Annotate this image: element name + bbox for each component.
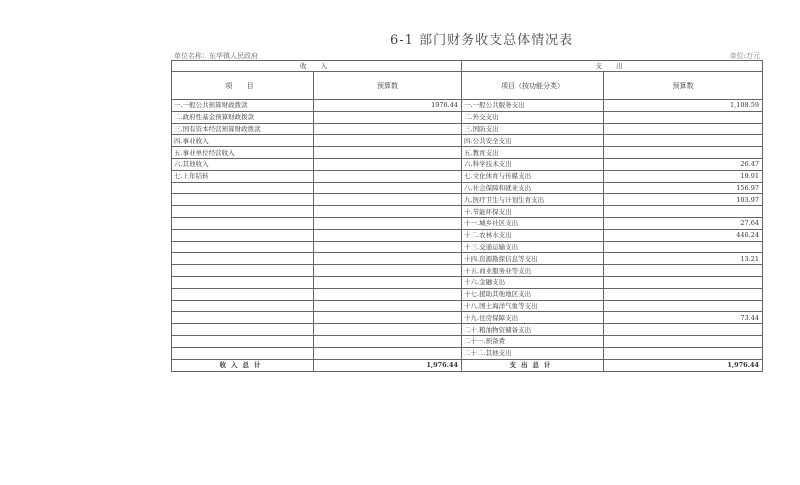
expense-budget-header: 预算数	[604, 72, 763, 100]
income-item-cell	[172, 300, 314, 312]
table-row	[172, 265, 763, 277]
table-row	[172, 335, 763, 347]
expense-item-cell: 十八.国土海洋气象等支出	[462, 300, 604, 312]
income-item-header: 项 目	[172, 72, 314, 100]
income-item-cell: 四.事业收入	[172, 135, 314, 147]
expense-item-cell: 十二.农林水支出	[462, 229, 604, 241]
total-row	[172, 359, 763, 371]
table-row	[172, 123, 763, 135]
income-item-cell: 六.其他收入	[172, 158, 314, 170]
income-budget-cell	[314, 300, 462, 312]
expense-budget-cell	[604, 300, 763, 312]
income-budget-cell	[314, 265, 462, 277]
expense-item-cell: 一.一般公共服务支出	[462, 100, 604, 112]
table-row	[172, 147, 763, 159]
table-row	[172, 182, 763, 194]
table-row	[172, 111, 763, 123]
income-total-label: 收入总计	[172, 359, 314, 371]
income-total-value: 1,976.44	[314, 359, 462, 371]
expense-item-cell: 二.外交支出	[462, 111, 604, 123]
table-row	[172, 312, 763, 324]
expense-item-cell: 二十.粮油物资储备支出	[462, 324, 604, 336]
expense-budget-cell	[604, 276, 763, 288]
table-row	[172, 288, 763, 300]
expense-budget-cell: 13.21	[604, 253, 763, 265]
expense-budget-cell: 103.97	[604, 194, 763, 206]
expense-item-cell: 五.教育支出	[462, 147, 604, 159]
income-item-cell	[172, 194, 314, 206]
expense-item-cell: 九.医疗卫生与计划生育支出	[462, 194, 604, 206]
expense-budget-cell: 1,108.59	[604, 100, 763, 112]
finance-table	[171, 60, 763, 372]
page-title: 6-1 部门财务收支总体情况表	[390, 33, 574, 48]
expense-item-cell: 十三.交通运输支出	[462, 241, 604, 253]
table-row	[172, 217, 763, 229]
income-item-cell	[172, 265, 314, 277]
income-budget-header: 预算数	[314, 72, 462, 100]
income-item-cell: 五.事业单位经营收入	[172, 147, 314, 159]
expense-item-cell: 十四.资源勘探信息等支出	[462, 253, 604, 265]
income-item-cell	[172, 288, 314, 300]
expense-item-cell: 三.国防支出	[462, 123, 604, 135]
expense-budget-cell	[604, 288, 763, 300]
expense-budget-cell	[604, 206, 763, 218]
expense-item-cell: 十一.城乡社区支出	[462, 217, 604, 229]
expense-budget-cell	[604, 241, 763, 253]
income-budget-cell	[314, 276, 462, 288]
income-item-cell: 三.国有资本经营预算财政拨款	[172, 123, 314, 135]
income-budget-cell	[314, 194, 462, 206]
income-item-cell: 二.政府性基金预算财政拨款	[172, 111, 314, 123]
expense-budget-cell: 27.64	[604, 217, 763, 229]
unit-name: 单位名称：东华镇人民政府	[174, 52, 258, 60]
expense-item-cell: 十六.金融支出	[462, 276, 604, 288]
income-item-cell: 一.一般公共预算财政拨款	[172, 100, 314, 112]
expense-item-cell: 二十一.预备费	[462, 335, 604, 347]
expense-budget-cell	[604, 135, 763, 147]
income-item-cell	[172, 347, 314, 359]
income-item-cell	[172, 276, 314, 288]
income-budget-cell	[314, 170, 462, 182]
expense-item-cell: 二十二.其他支出	[462, 347, 604, 359]
table-row	[172, 170, 763, 182]
expense-budget-cell: 446.24	[604, 229, 763, 241]
expense-total-value: 1,976.44	[604, 359, 763, 371]
income-item-cell	[172, 217, 314, 229]
income-budget-cell: 1976.44	[314, 100, 462, 112]
income-budget-cell	[314, 147, 462, 159]
income-item-cell	[172, 241, 314, 253]
expense-item-header: 项目（按功能分类）	[462, 72, 604, 100]
income-budget-cell	[314, 347, 462, 359]
expense-item-cell: 十九.住房保障支出	[462, 312, 604, 324]
table-row	[172, 241, 763, 253]
income-budget-cell	[314, 182, 462, 194]
income-budget-cell	[314, 253, 462, 265]
expense-item-cell: 十五.商业服务业等支出	[462, 265, 604, 277]
expense-budget-cell	[604, 347, 763, 359]
table-row	[172, 276, 763, 288]
column-header-row	[172, 72, 763, 100]
expense-budget-cell	[604, 147, 763, 159]
expense-budget-cell	[604, 265, 763, 277]
expense-budget-cell	[604, 324, 763, 336]
table-row	[172, 206, 763, 218]
expense-budget-cell: 156.97	[604, 182, 763, 194]
income-budget-cell	[314, 135, 462, 147]
income-budget-cell	[314, 217, 462, 229]
income-budget-cell	[314, 111, 462, 123]
income-item-cell: 七.上年结转	[172, 170, 314, 182]
expense-budget-cell	[604, 335, 763, 347]
table-row	[172, 347, 763, 359]
table-row	[172, 194, 763, 206]
table-row	[172, 229, 763, 241]
income-budget-cell	[314, 312, 462, 324]
expense-item-cell: 七.文化体育与传媒支出	[462, 170, 604, 182]
income-budget-cell	[314, 324, 462, 336]
table-row	[172, 253, 763, 265]
expense-total-label: 支出总计	[462, 359, 604, 371]
expense-budget-cell: 19.91	[604, 170, 763, 182]
currency-unit: 单位:万元	[729, 52, 760, 60]
expense-item-cell: 十.节能环保支出	[462, 206, 604, 218]
expense-section-header: 支 出	[462, 61, 763, 72]
income-section-header: 收 入	[172, 61, 462, 72]
income-item-cell	[172, 182, 314, 194]
income-budget-cell	[314, 288, 462, 300]
income-item-cell	[172, 312, 314, 324]
income-item-cell	[172, 324, 314, 336]
income-budget-cell	[314, 206, 462, 218]
income-item-cell	[172, 335, 314, 347]
expense-budget-cell: 26.47	[604, 158, 763, 170]
income-item-cell	[172, 253, 314, 265]
expense-budget-cell	[604, 123, 763, 135]
income-item-cell	[172, 229, 314, 241]
income-budget-cell	[314, 123, 462, 135]
expense-item-cell: 六.科学技术支出	[462, 158, 604, 170]
expense-item-cell: 十七.援助其他地区支出	[462, 288, 604, 300]
income-item-cell	[172, 206, 314, 218]
income-budget-cell	[314, 241, 462, 253]
income-budget-cell	[314, 335, 462, 347]
table-row	[172, 158, 763, 170]
expense-budget-cell: 73.44	[604, 312, 763, 324]
income-budget-cell	[314, 229, 462, 241]
table-row	[172, 135, 763, 147]
table-row	[172, 100, 763, 112]
income-budget-cell	[314, 158, 462, 170]
expense-budget-cell	[604, 111, 763, 123]
section-header-row	[172, 61, 763, 72]
table-row	[172, 324, 763, 336]
expense-item-cell: 八.社会保障和就业支出	[462, 182, 604, 194]
table-row	[172, 300, 763, 312]
expense-item-cell: 四.公共安全支出	[462, 135, 604, 147]
